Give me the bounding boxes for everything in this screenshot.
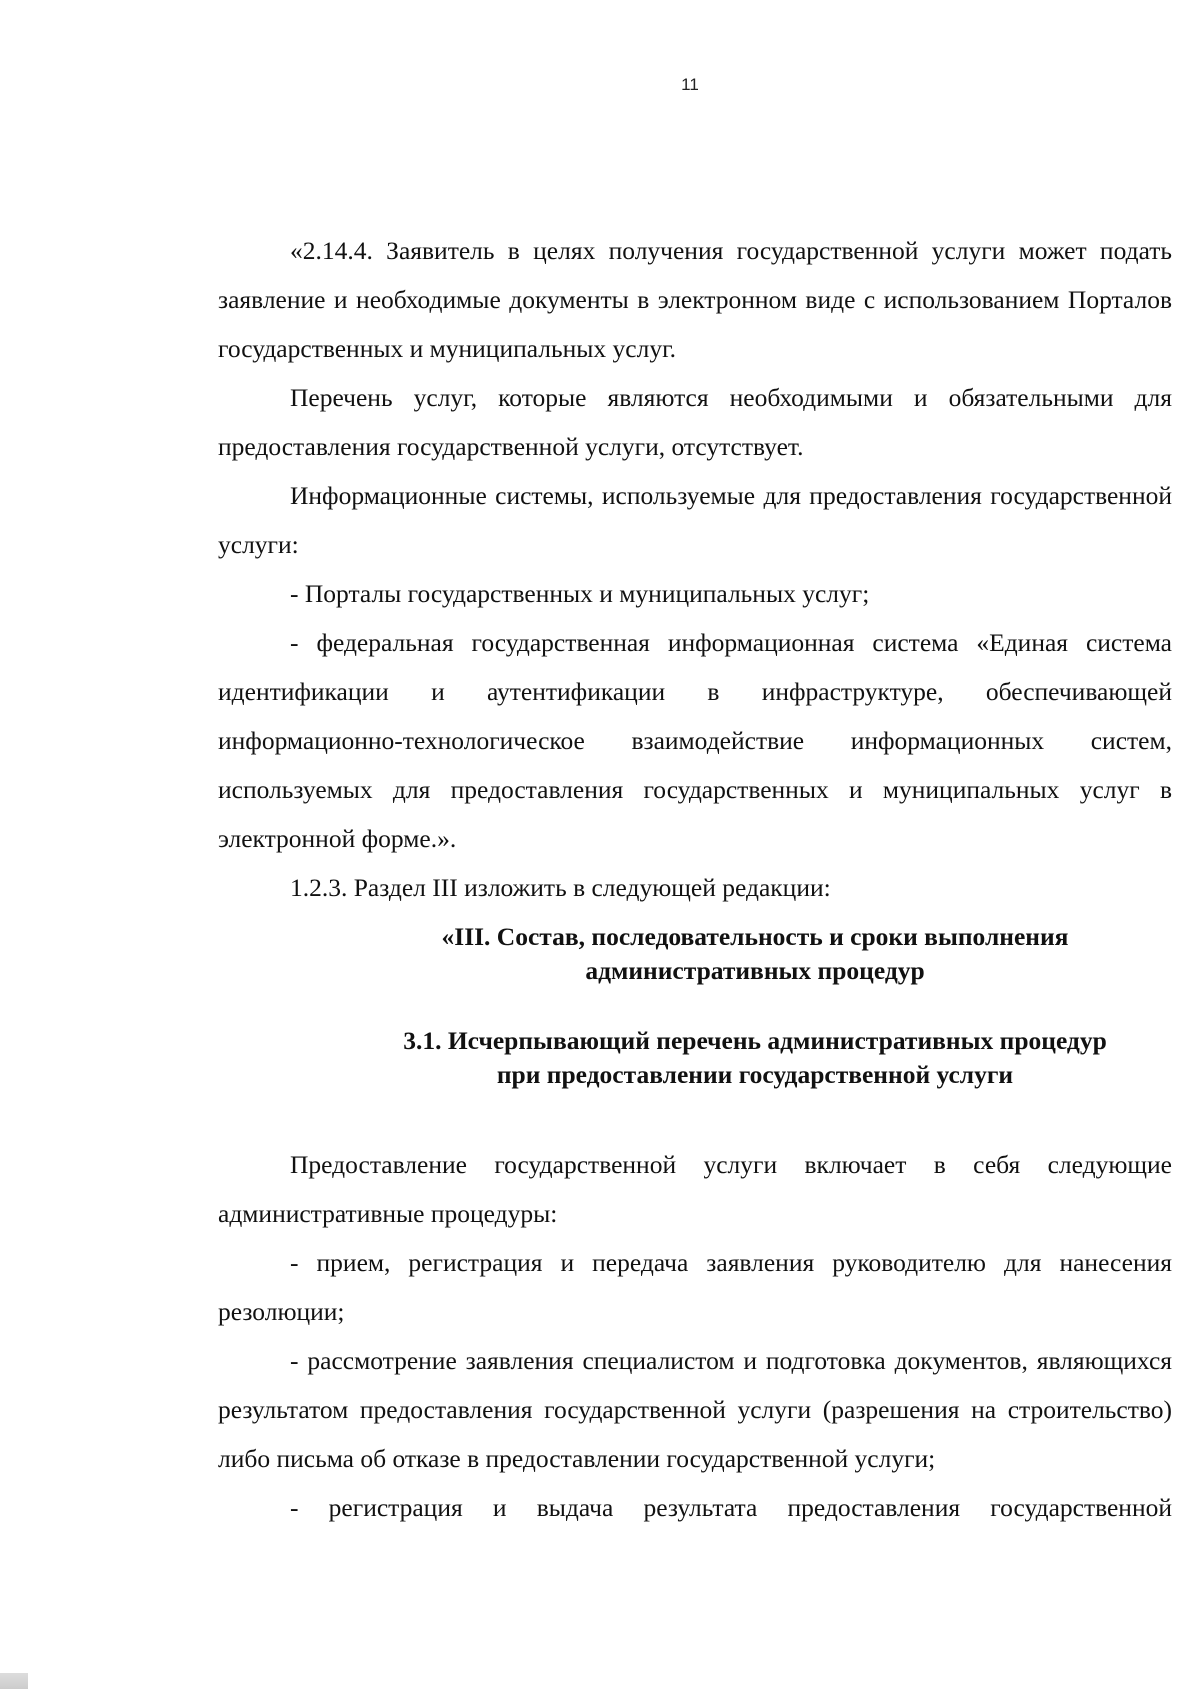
paragraph-services-list: Перечень услуг, которые являются необходимыми и обязательными для предоставления государственной услуги, отсутствует. [218,383,1172,461]
subsection-heading-line-2: при предоставлении государственной услуги [496,1060,1014,1089]
section-heading-line-1: «III. Состав, последовательность и сроки выполнения [441,922,1069,951]
list-item-reception: - прием, регистрация и передача заявления руководителю для нанесения резолюции; [218,1248,1172,1326]
list-item-portals: - Порталы государственных и муниципальных услуг; [290,579,870,608]
document-body [218,226,1172,1532]
list-item-federal-system: - федеральная государственная информационная система «Единая система идентификации и аутентификации в инфраструктуре, обеспечивающей информационно-технологическое взаимодействие информационных систем, используемых для предоставления государственных и муниципальных услуг в электронной форме.». [218,628,1172,853]
page-number: 11 [681,75,699,94]
paragraph-1-2-3: 1.2.3. Раздел III изложить в следующей редакции: [290,873,831,902]
scan-artifact [0,1673,28,1689]
list-item-registration: - регистрация и выдача результата предоставления государственной [290,1493,1172,1522]
section-heading [218,912,1172,988]
paragraph-procedures: Предоставление государственной услуги включает в себя следующие административные процедуры: [218,1150,1172,1228]
list-item-review: - рассмотрение заявления специалистом и подготовка документов, являющихся результатом предоставления государственной услуги (разрешения на строительство) либо письма об отказе в предоставлении государственной услуги; [218,1346,1172,1473]
subsection-heading [218,1024,1172,1092]
paragraph-info-systems: Информационные системы, используемые для предоставления государственной услуги: [218,481,1172,559]
subsection-heading-line-1: 3.1. Исчерпывающий перечень административных процедур [403,1026,1107,1055]
section-heading-line-2: административных процедур [585,956,925,985]
paragraph-2-14-4: «2.14.4. Заявитель в целях получения государственной услуги может подать заявление и необходимые документы в электронном виде с использованием Порталов государственных и муниципальных услуг. [218,236,1172,363]
